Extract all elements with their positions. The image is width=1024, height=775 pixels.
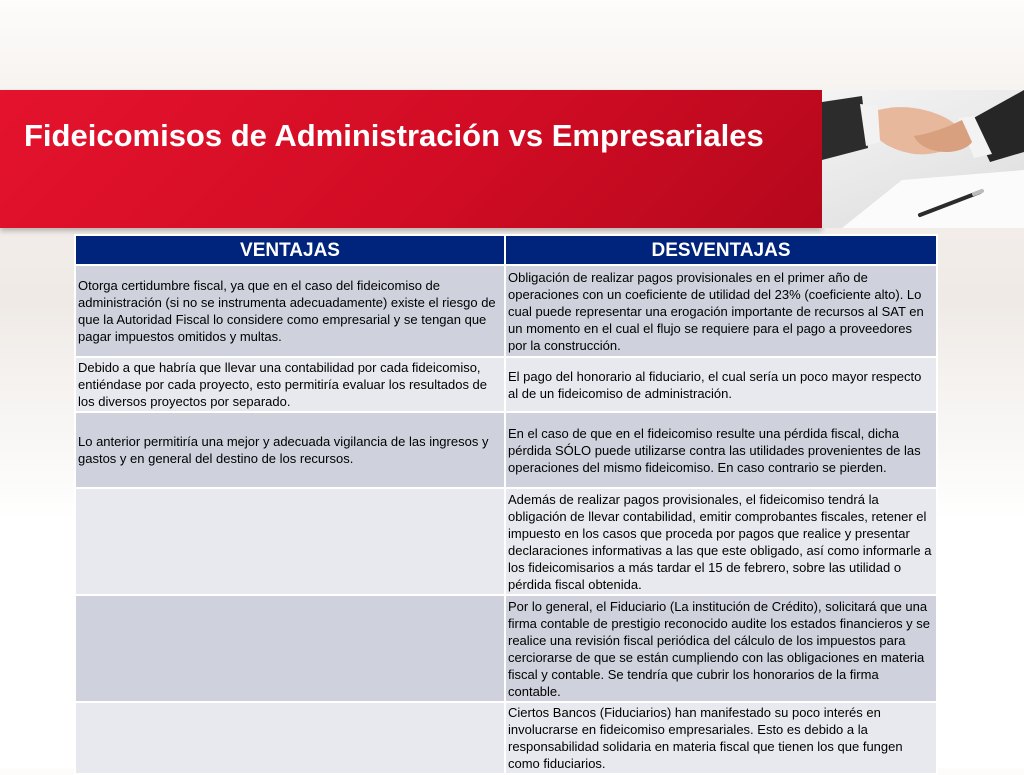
ventaja-cell: Otorga certidumbre fiscal, ya que en el caso del fideicomiso de administración (si no se instrumenta adecuadamente) existe el riesgo de que la Autoridad Fiscal lo considere como empresarial y se tengan que pagar impuestos omitidos y multas. xyxy=(75,265,505,357)
desventaja-cell: El pago del honorario al fiduciario, el cual sería un poco mayor respecto al de un fideicomiso de administración. xyxy=(505,357,937,412)
table-row xyxy=(75,357,937,412)
table-row xyxy=(75,265,937,357)
handshake-illustration xyxy=(822,90,1024,228)
table-row xyxy=(75,412,937,488)
table-row xyxy=(75,702,937,774)
desventaja-cell: Obligación de realizar pagos provisionales en el primer año de operaciones con un coeficiente de utilidad del 23% (coeficiente alto). Lo cual puede representar una erogación importante de recursos al SAT en un momento en el cual el flujo se requiere para el pago a proveedores por la construcción. xyxy=(505,265,937,357)
ventaja-cell: Debido a que habría que llevar una contabilidad por cada fideicomiso, entiéndase por cada proyecto, esto permitiría evaluar los resultados de los diversos proyectos por separado. xyxy=(75,357,505,412)
table-row xyxy=(75,488,937,595)
title-banner xyxy=(0,90,822,228)
desventaja-cell: Además de realizar pagos provisionales, el fideicomiso tendrá la obligación de llevar contabilidad, emitir comprobantes fiscales, retener el impuesto en los casos que proceda por pagos que realice y presentar declaraciones informativas a las que este obligado, así como informarle a los fideicomisarios a más tardar el 15 de febrero, sobre las utilidad o pérdida fiscal obtenida. xyxy=(505,488,937,595)
comparison-table xyxy=(74,234,938,775)
desventaja-cell: En el caso de que en el fideicomiso resulte una pérdida fiscal, dicha pérdida SÓLO puede utilizarse contra las utilidades provenientes de las operaciones del mismo fideicomiso. En caso contrario se pierden. xyxy=(505,412,937,488)
desventaja-cell: Por lo general, el Fiduciario (La institución de Crédito), solicitará que una firma contable de prestigio reconocido audite los estados financieros y se realice una revisión fiscal periódica del cálculo de los impuestos para cerciorarse de que se están cumpliendo con las obligaciones en materia fiscal y contable. Se tendría que cubrir los honorarios de la firma contable. xyxy=(505,595,937,702)
ventaja-cell xyxy=(75,488,505,595)
page-title: Fideicomisos de Administración vs Empresariales xyxy=(24,118,764,153)
table-row xyxy=(75,595,937,702)
ventaja-cell: Lo anterior permitiría una mejor y adecuada vigilancia de las ingresos y gastos y en general del destino de los recursos. xyxy=(75,412,505,488)
header-desventajas: DESVENTAJAS xyxy=(505,235,937,265)
table-header-row xyxy=(75,235,937,265)
ventaja-cell xyxy=(75,595,505,702)
header-ventajas: VENTAJAS xyxy=(75,235,505,265)
ventaja-cell xyxy=(75,702,505,774)
desventaja-cell: Ciertos Bancos (Fiduciarios) han manifestado su poco interés en involucrarse en fideicomiso empresariales. Esto es debido a la responsabilidad solidaria en materia fiscal que tienen los que fungen como fiduciarios. xyxy=(505,702,937,774)
handshake-photo xyxy=(822,90,1024,228)
paper-sheet xyxy=(842,170,1024,228)
